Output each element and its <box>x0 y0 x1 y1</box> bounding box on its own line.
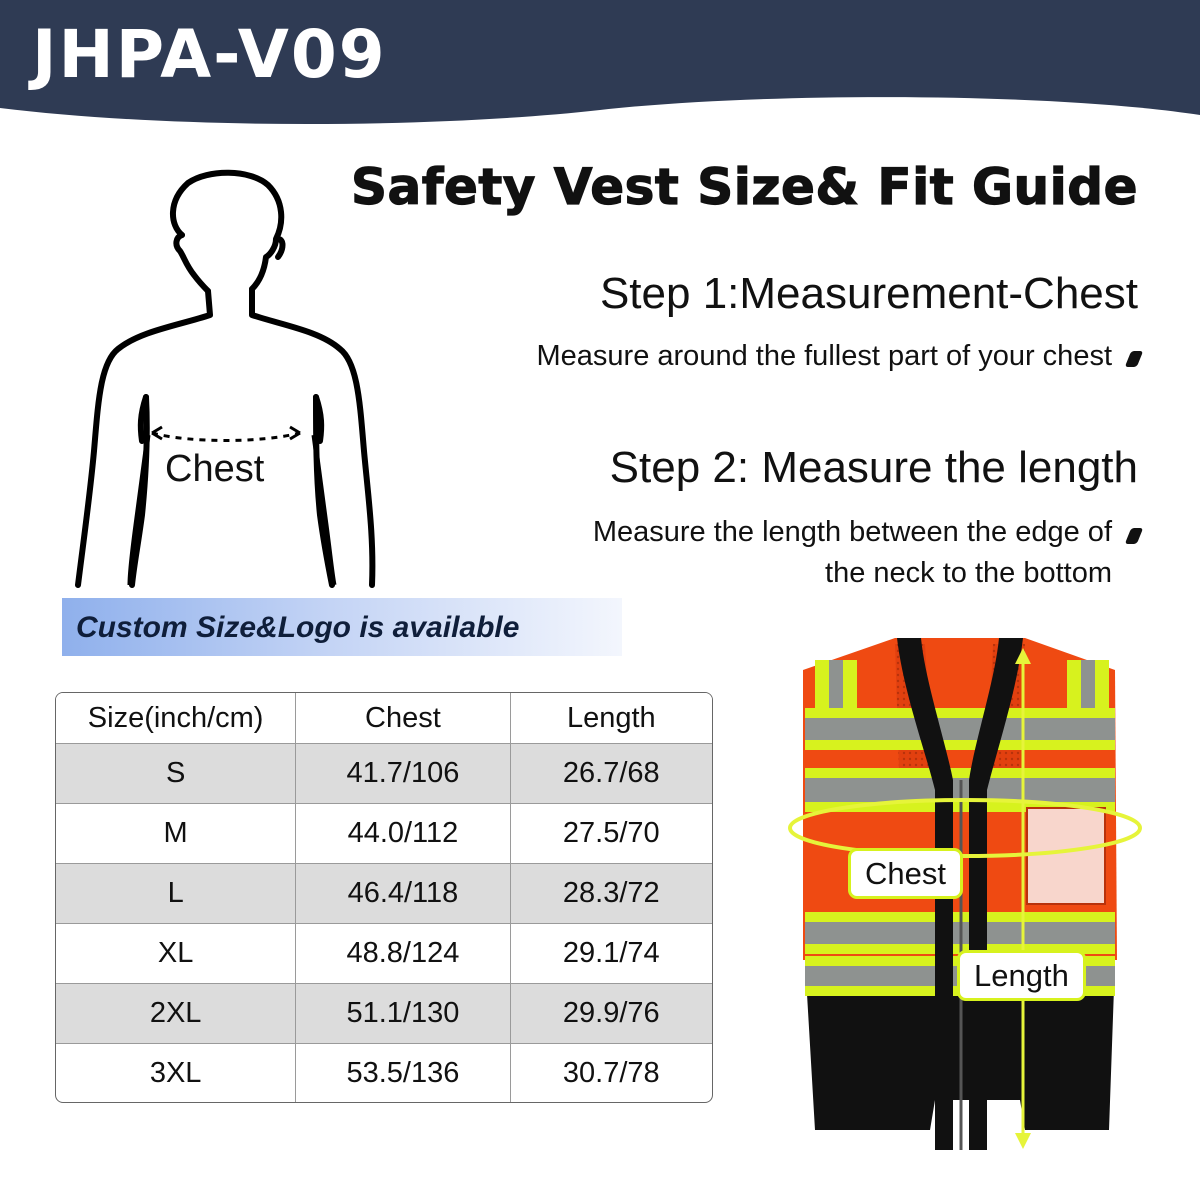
figure-chest-label: Chest <box>165 448 265 490</box>
length-cell: 26.7/68 <box>510 744 712 803</box>
chest-cell: 41.7/106 <box>295 744 509 803</box>
custom-banner-text: Custom Size&Logo is available <box>76 611 520 644</box>
size-cell: XL <box>157 937 194 969</box>
table-row <box>56 863 712 923</box>
table-row <box>56 1043 712 1103</box>
chest-cell: 53.5/136 <box>295 1044 509 1103</box>
size-cell: S <box>165 757 186 789</box>
length-cell: 29.9/76 <box>510 984 712 1043</box>
step2-description-line1: Measure the length between the edge of <box>592 516 1112 548</box>
length-cell: 27.5/70 <box>510 804 712 863</box>
safety-vest-illustration <box>775 630 1145 1180</box>
length-cell: 30.7/78 <box>510 1044 712 1103</box>
step1-bullet-icon <box>1125 351 1143 367</box>
chest-cell: 46.4/118 <box>295 864 509 923</box>
model-code: JHPA-V09 <box>32 16 387 93</box>
chest-cell: 51.1/130 <box>295 984 509 1043</box>
guide-title: Safety Vest Size& Fit Guide <box>350 158 1138 216</box>
header-chest: Chest <box>295 693 509 743</box>
size-cell: M <box>163 817 188 849</box>
step2-description <box>593 512 1112 594</box>
step2-bullet-icon <box>1125 528 1143 544</box>
size-table <box>55 692 713 1103</box>
step2-title: Step 2: Measure the length <box>609 443 1138 492</box>
length-cell: 28.3/72 <box>510 864 712 923</box>
table-row <box>56 983 712 1043</box>
header-size: Size(inch/cm) <box>87 701 264 734</box>
header-length: Length <box>510 693 712 743</box>
chest-cell: 44.0/112 <box>295 804 509 863</box>
chest-cell: 48.8/124 <box>295 924 509 983</box>
custom-banner <box>62 598 622 656</box>
size-cell: L <box>167 877 184 909</box>
table-row <box>56 923 712 983</box>
table-row <box>56 803 712 863</box>
size-cell: 2XL <box>149 997 202 1029</box>
table-row <box>56 743 712 803</box>
table-header-row <box>56 693 712 743</box>
body-outline-figure <box>70 165 380 590</box>
vest-length-callout: Length <box>957 950 1086 1001</box>
step1-description: Measure around the fullest part of your chest <box>536 340 1112 372</box>
step2-description-line2: the neck to the bottom <box>825 557 1112 590</box>
step1-title: Step 1:Measurement-Chest <box>599 269 1138 318</box>
vest-chest-callout: Chest <box>848 848 963 899</box>
size-cell: 3XL <box>149 1057 202 1089</box>
length-cell: 29.1/74 <box>510 924 712 983</box>
